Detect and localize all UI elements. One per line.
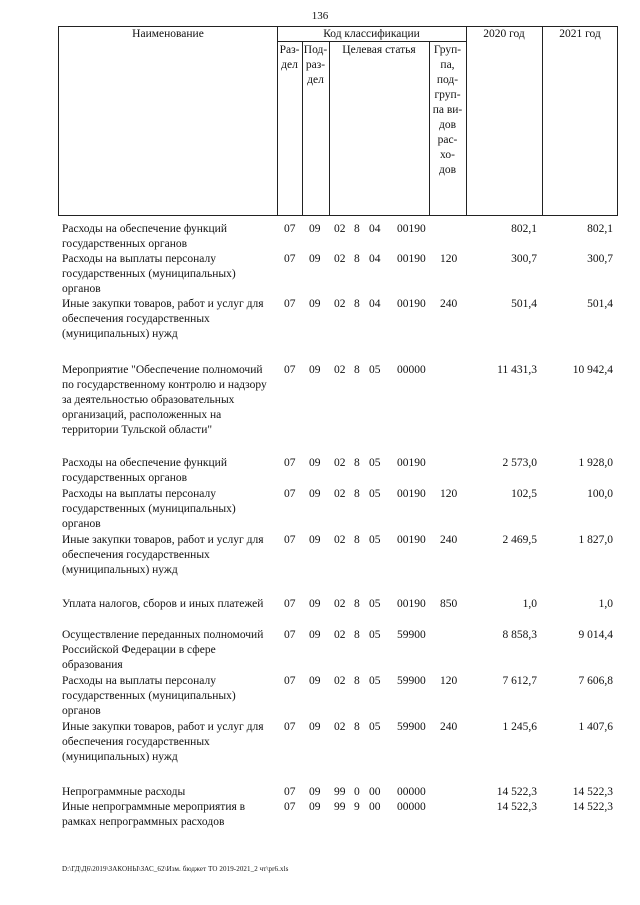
row-value-2020: 102,5 — [511, 488, 537, 500]
row-direction: 00000 — [397, 786, 426, 798]
row-main-event: 05 — [369, 598, 381, 610]
row-value-2020: 8 858,3 — [502, 629, 537, 641]
row-value-2020: 2 469,5 — [502, 534, 537, 546]
row-value-2020: 1 245,6 — [502, 721, 537, 733]
row-value-2020: 14 522,3 — [496, 786, 537, 798]
row-value-2021: 100,0 — [587, 488, 613, 500]
row-main-event: 00 — [369, 801, 381, 813]
row-program: 02 — [334, 223, 346, 235]
row-subprogram: 8 — [354, 488, 360, 500]
page-number: 136 — [311, 10, 329, 22]
row-razdel: 07 — [284, 675, 296, 687]
row-direction: 00190 — [397, 598, 426, 610]
file-path-footer: D:\ГД\Д6\2019\ЗАКОНЫ\ЗАС_62\Изм. бюджет ТО 2019-2021_2 чт\pr6.xls — [62, 865, 289, 873]
row-razdel: 07 — [284, 223, 296, 235]
row-program: 02 — [334, 721, 346, 733]
row-main-event: 04 — [369, 298, 381, 310]
header-razdel: Раз- дел — [279, 44, 300, 71]
row-program: 02 — [334, 298, 346, 310]
row-value-2021: 802,1 — [587, 223, 613, 235]
table-header — [58, 26, 618, 216]
row-direction: 00190 — [397, 223, 426, 235]
row-direction: 00000 — [397, 801, 426, 813]
row-podrazdel: 09 — [309, 786, 321, 798]
row-razdel: 07 — [284, 801, 296, 813]
row-main-event: 05 — [369, 364, 381, 376]
header-year-2020: 2020 год — [483, 28, 525, 40]
row-name: Иные закупки товаров, работ и услуг для обеспечения государственных (муниципальных) нужд — [62, 721, 264, 763]
row-podrazdel: 09 — [309, 721, 321, 733]
row-subprogram: 8 — [354, 721, 360, 733]
row-program: 99 — [334, 786, 346, 798]
row-value-2020: 300,7 — [511, 253, 537, 265]
row-main-event: 05 — [369, 675, 381, 687]
row-program: 99 — [334, 801, 346, 813]
row-main-event: 05 — [369, 488, 381, 500]
row-name: Расходы на обеспечение функций государственных органов — [62, 457, 227, 484]
row-podrazdel: 09 — [309, 253, 321, 265]
row-direction: 00190 — [397, 534, 426, 546]
row-value-2021: 9 014,4 — [578, 629, 613, 641]
row-razdel: 07 — [284, 298, 296, 310]
row-main-event: 05 — [369, 721, 381, 733]
header-target: Целевая статья — [342, 44, 416, 56]
row-value-2021: 14 522,3 — [572, 801, 613, 813]
row-razdel: 07 — [284, 721, 296, 733]
row-expense-type: 120 — [440, 675, 458, 687]
row-expense-type: 120 — [440, 253, 458, 265]
header-podrazdel: Под- раз- дел — [303, 44, 328, 86]
row-subprogram: 8 — [354, 298, 360, 310]
header-group: Груп- па, под- груп- па ви- дов рас- хо- дов — [432, 44, 463, 176]
row-subprogram: 8 — [354, 223, 360, 235]
row-value-2021: 300,7 — [587, 253, 613, 265]
row-expense-type: 120 — [440, 488, 458, 500]
row-program: 02 — [334, 534, 346, 546]
row-name: Непрограммные расходы — [62, 786, 186, 798]
row-expense-type: 240 — [440, 721, 458, 733]
row-program: 02 — [334, 364, 346, 376]
row-name: Мероприятие "Обеспечение полномочий по государственному контролю и надзору за деятельностью образовательных организаций, расположенных на территории Тульской области" — [62, 364, 267, 436]
row-name: Расходы на выплаты персоналу государственных (муниципальных) органов — [62, 253, 236, 295]
row-value-2020: 802,1 — [511, 223, 537, 235]
row-value-2021: 10 942,4 — [572, 364, 613, 376]
row-main-event: 05 — [369, 629, 381, 641]
row-name: Иные закупки товаров, работ и услуг для обеспечения государственных (муниципальных) нужд — [62, 298, 264, 340]
row-subprogram: 0 — [354, 786, 360, 798]
row-razdel: 07 — [284, 786, 296, 798]
row-podrazdel: 09 — [309, 488, 321, 500]
row-value-2021: 14 522,3 — [572, 786, 613, 798]
row-value-2020: 14 522,3 — [496, 801, 537, 813]
row-razdel: 07 — [284, 457, 296, 469]
row-name: Расходы на выплаты персоналу государственных (муниципальных) органов — [62, 488, 236, 530]
row-direction: 00190 — [397, 298, 426, 310]
row-main-event: 04 — [369, 223, 381, 235]
row-direction: 59900 — [397, 721, 426, 733]
row-subprogram: 8 — [354, 629, 360, 641]
row-program: 02 — [334, 629, 346, 641]
row-expense-type: 850 — [440, 598, 458, 610]
row-program: 02 — [334, 253, 346, 265]
row-razdel: 07 — [284, 253, 296, 265]
row-expense-type: 240 — [440, 298, 458, 310]
row-value-2020: 11 431,3 — [497, 364, 537, 376]
row-subprogram: 8 — [354, 253, 360, 265]
row-podrazdel: 09 — [309, 298, 321, 310]
row-direction: 00000 — [397, 364, 426, 376]
row-value-2020: 1,0 — [522, 598, 537, 610]
row-main-event: 00 — [369, 786, 381, 798]
row-program: 02 — [334, 488, 346, 500]
row-subprogram: 8 — [354, 534, 360, 546]
row-direction: 00190 — [397, 488, 426, 500]
row-podrazdel: 09 — [309, 629, 321, 641]
row-value-2021: 501,4 — [587, 298, 613, 310]
row-podrazdel: 09 — [309, 457, 321, 469]
row-main-event: 05 — [369, 457, 381, 469]
row-name: Расходы на обеспечение функций государственных органов — [62, 223, 227, 250]
row-podrazdel: 09 — [309, 534, 321, 546]
row-direction: 59900 — [397, 629, 426, 641]
row-podrazdel: 09 — [309, 801, 321, 813]
row-subprogram: 8 — [354, 457, 360, 469]
row-razdel: 07 — [284, 364, 296, 376]
row-name: Расходы на выплаты персоналу государственных (муниципальных) органов — [62, 675, 236, 717]
row-subprogram: 8 — [354, 675, 360, 687]
row-program: 02 — [334, 675, 346, 687]
row-razdel: 07 — [284, 488, 296, 500]
row-name: Осуществление переданных полномочий Российской Федерации в сфере образования — [62, 629, 264, 671]
row-direction: 00190 — [397, 253, 426, 265]
row-podrazdel: 09 — [309, 223, 321, 235]
row-value-2020: 7 612,7 — [502, 675, 537, 687]
row-subprogram: 8 — [354, 598, 360, 610]
row-razdel: 07 — [284, 534, 296, 546]
row-podrazdel: 09 — [309, 364, 321, 376]
row-value-2021: 7 606,8 — [578, 675, 613, 687]
row-name: Иные непрограммные мероприятия в рамках непрограммных расходов — [62, 801, 246, 828]
row-expense-type: 240 — [440, 534, 458, 546]
header-name: Наименование — [132, 28, 204, 40]
row-value-2021: 1,0 — [598, 598, 613, 610]
row-program: 02 — [334, 598, 346, 610]
row-razdel: 07 — [284, 598, 296, 610]
row-value-2021: 1 407,6 — [578, 721, 613, 733]
row-podrazdel: 09 — [309, 675, 321, 687]
row-direction: 59900 — [397, 675, 426, 687]
header-classification: Код классификации — [323, 28, 420, 40]
row-main-event: 04 — [369, 253, 381, 265]
row-value-2020: 501,4 — [511, 298, 537, 310]
row-main-event: 05 — [369, 534, 381, 546]
row-subprogram: 8 — [354, 364, 360, 376]
header-year-2021: 2021 год — [559, 28, 601, 40]
row-direction: 00190 — [397, 457, 426, 469]
row-podrazdel: 09 — [309, 598, 321, 610]
row-value-2020: 2 573,0 — [502, 457, 537, 469]
row-value-2021: 1 928,0 — [578, 457, 613, 469]
row-razdel: 07 — [284, 629, 296, 641]
row-name: Уплата налогов, сборов и иных платежей — [62, 598, 264, 610]
row-program: 02 — [334, 457, 346, 469]
row-value-2021: 1 827,0 — [578, 534, 613, 546]
row-subprogram: 9 — [354, 801, 360, 813]
row-name: Иные закупки товаров, работ и услуг для обеспечения государственных (муниципальных) нужд — [62, 534, 264, 576]
